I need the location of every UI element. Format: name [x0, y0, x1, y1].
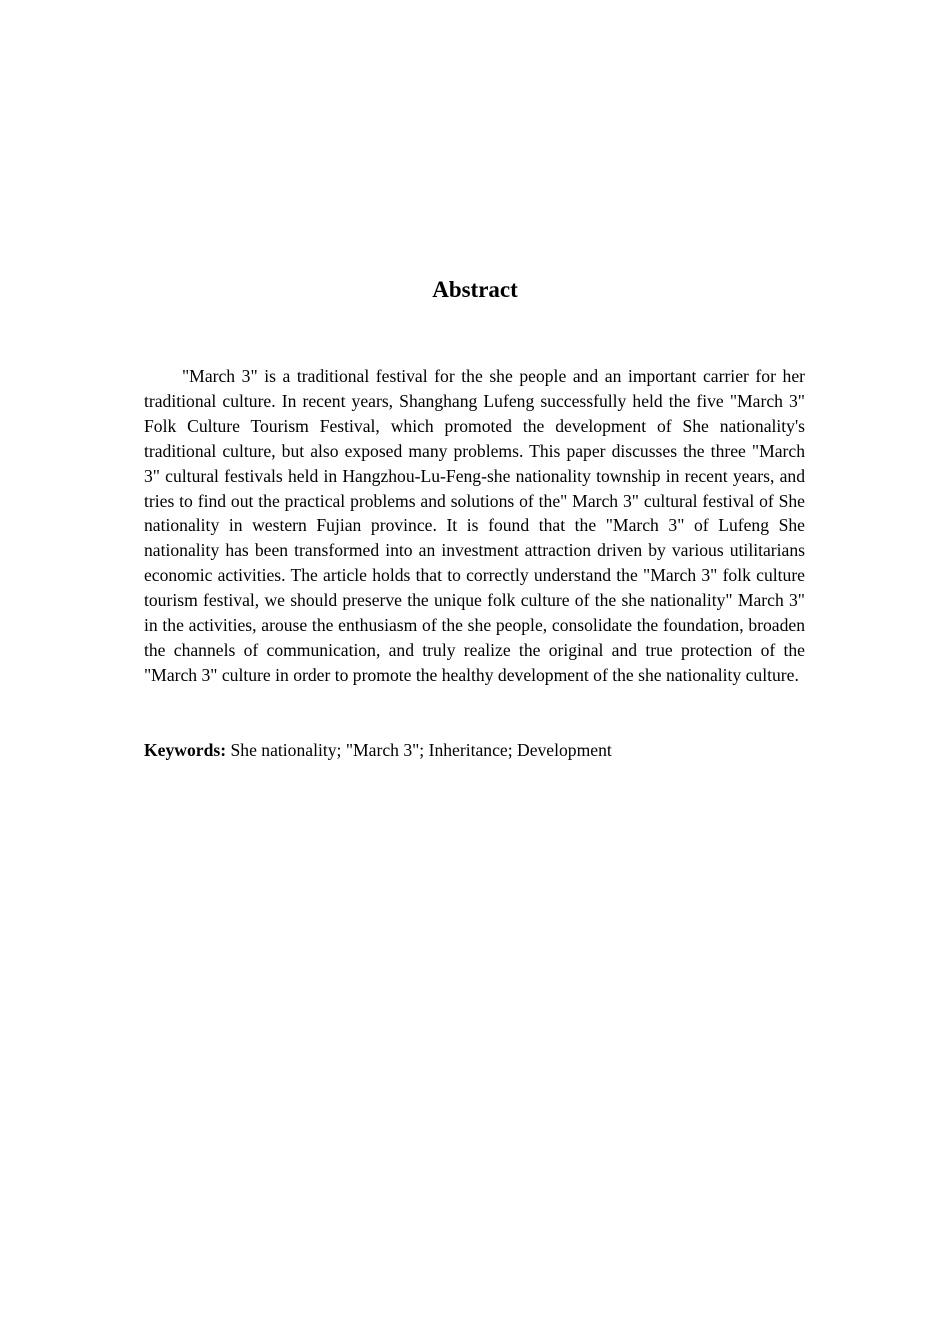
keywords-line — [144, 738, 805, 763]
keywords-label: Keywords: — [144, 740, 227, 760]
abstract-paragraph: "March 3" is a traditional festival for the she people and an important carrier for her traditional culture. In recent years, Shanghang Lufeng successfully held the five "March 3" Folk Culture Tourism Festival, which promoted the development of She nationality's traditional culture, but also exposed many problems. This paper discusses the three "March 3" cultural festivals held in Hangzhou-Lu-Feng-she nationality township in recent years, and tries to find out the practical problems and solutions of the" March 3" cultural festival of She nationality in western Fujian province. It is found that the "March 3" of Lufeng She nationality has been transformed into an investment attraction driven by various utilitarians economic activities. The article holds that to correctly understand the "March 3" folk culture tourism festival, we should preserve the unique folk culture of the she nationality" March 3" in the activities, arouse the enthusiasm of the she people, consolidate the foundation, broaden the channels of communication, and truly realize the original and true protection of the "March 3" culture in order to promote the healthy development of the she nationality culture. — [144, 366, 805, 685]
abstract-heading: Abstract — [432, 277, 518, 302]
keywords-value: She nationality; "March 3"; Inheritance; Development — [230, 740, 612, 760]
